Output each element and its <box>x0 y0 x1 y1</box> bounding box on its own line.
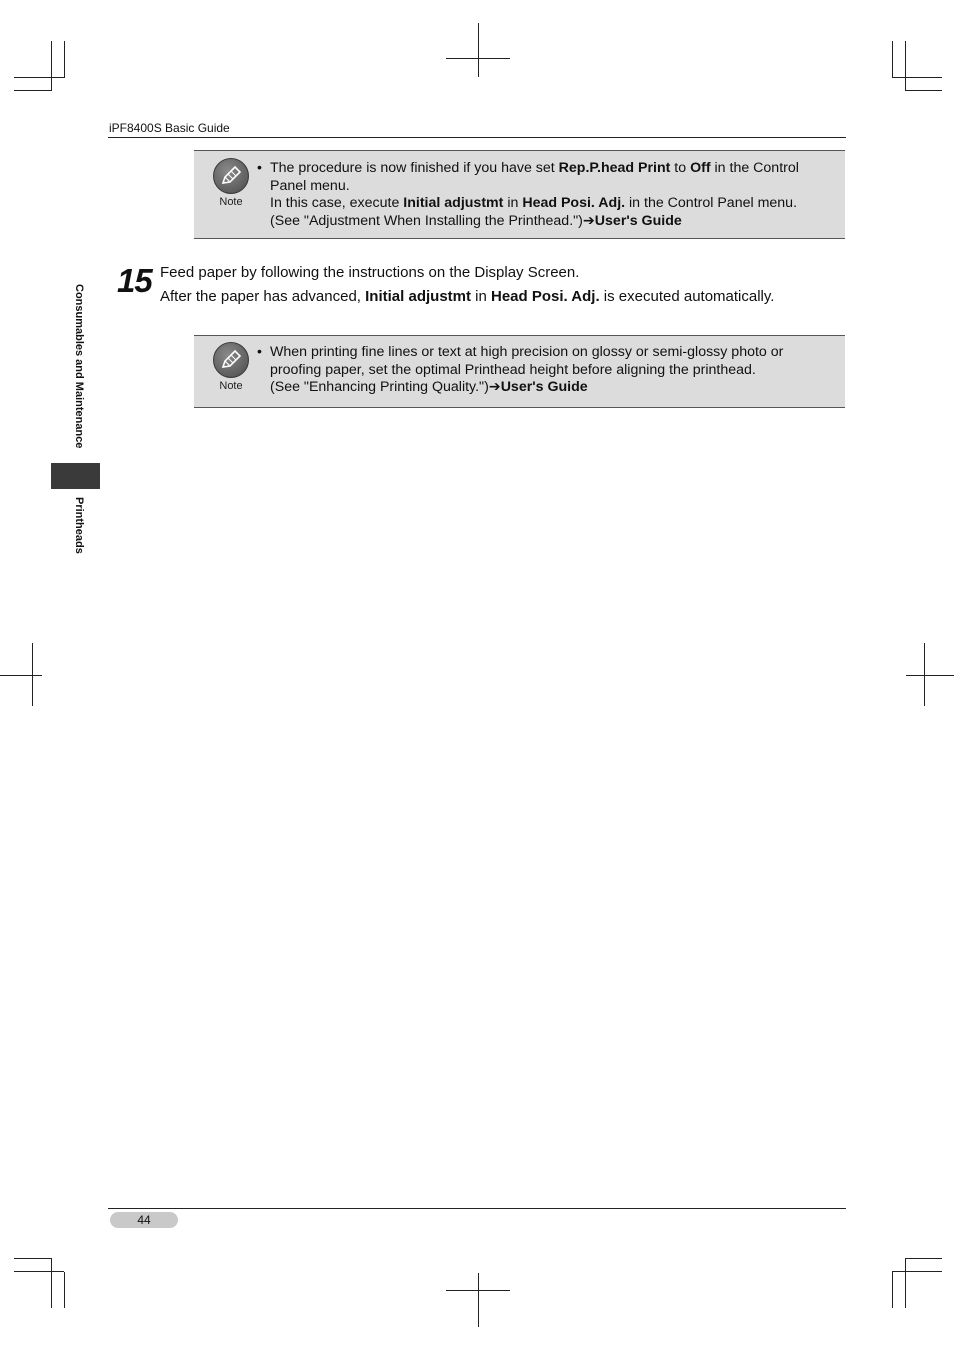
sidebar-tab-marker <box>51 463 100 489</box>
step-result: After the paper has advanced, Initial adjustmt in Head Posi. Adj. is executed automatically. <box>160 288 775 305</box>
footer-rule <box>108 1208 846 1209</box>
header-rule <box>108 137 846 138</box>
arrow-icon: ➔ <box>582 212 595 229</box>
note2-line3: (See "Enhancing Printing Quality.")➔User's Guide <box>270 379 588 395</box>
users-guide-link[interactable]: User's Guide <box>594 212 682 229</box>
step-number: 15 <box>117 262 152 299</box>
sidebar-section: Consumables and Maintenance <box>73 284 85 449</box>
note1-line3: In this case, execute Initial adjustmt in Head Posi. Adj. in the Control Panel menu. <box>270 195 798 211</box>
note-text-2 <box>257 344 830 397</box>
note-icon-wrapper <box>208 158 254 208</box>
pencil-note-icon <box>213 342 249 378</box>
bullet: • <box>257 160 262 176</box>
note-icon-wrapper <box>208 342 254 392</box>
note-label: Note <box>219 380 243 392</box>
page-number: 44 <box>110 1212 178 1228</box>
pencil-note-icon <box>213 158 249 194</box>
note2-line1: When printing fine lines or text at high precision on glossy or semi-glossy photo or <box>270 344 784 360</box>
note-text-1 <box>257 160 830 230</box>
note2-line2: proofing paper, set the optimal Printhead height before aligning the printhead. <box>270 361 756 378</box>
step-instruction: Feed paper by following the instructions on the Display Screen. <box>160 264 580 281</box>
header-title: iPF8400S Basic Guide <box>109 121 230 135</box>
note1-line1: The procedure is now finished if you have set Rep.P.head Print to Off in the Control <box>270 160 799 176</box>
users-guide-link[interactable]: User's Guide <box>500 379 588 395</box>
bullet: • <box>257 344 262 360</box>
note-box-1 <box>194 150 845 239</box>
note1-line2: Panel menu. <box>270 177 350 194</box>
arrow-icon: ➔ <box>488 379 501 395</box>
sidebar-subsection: Printheads <box>73 497 85 554</box>
note-label: Note <box>219 196 243 208</box>
note-box-2 <box>194 335 845 408</box>
note1-line4: (See "Adjustment When Installing the Printhead.")➔User's Guide <box>270 212 682 229</box>
